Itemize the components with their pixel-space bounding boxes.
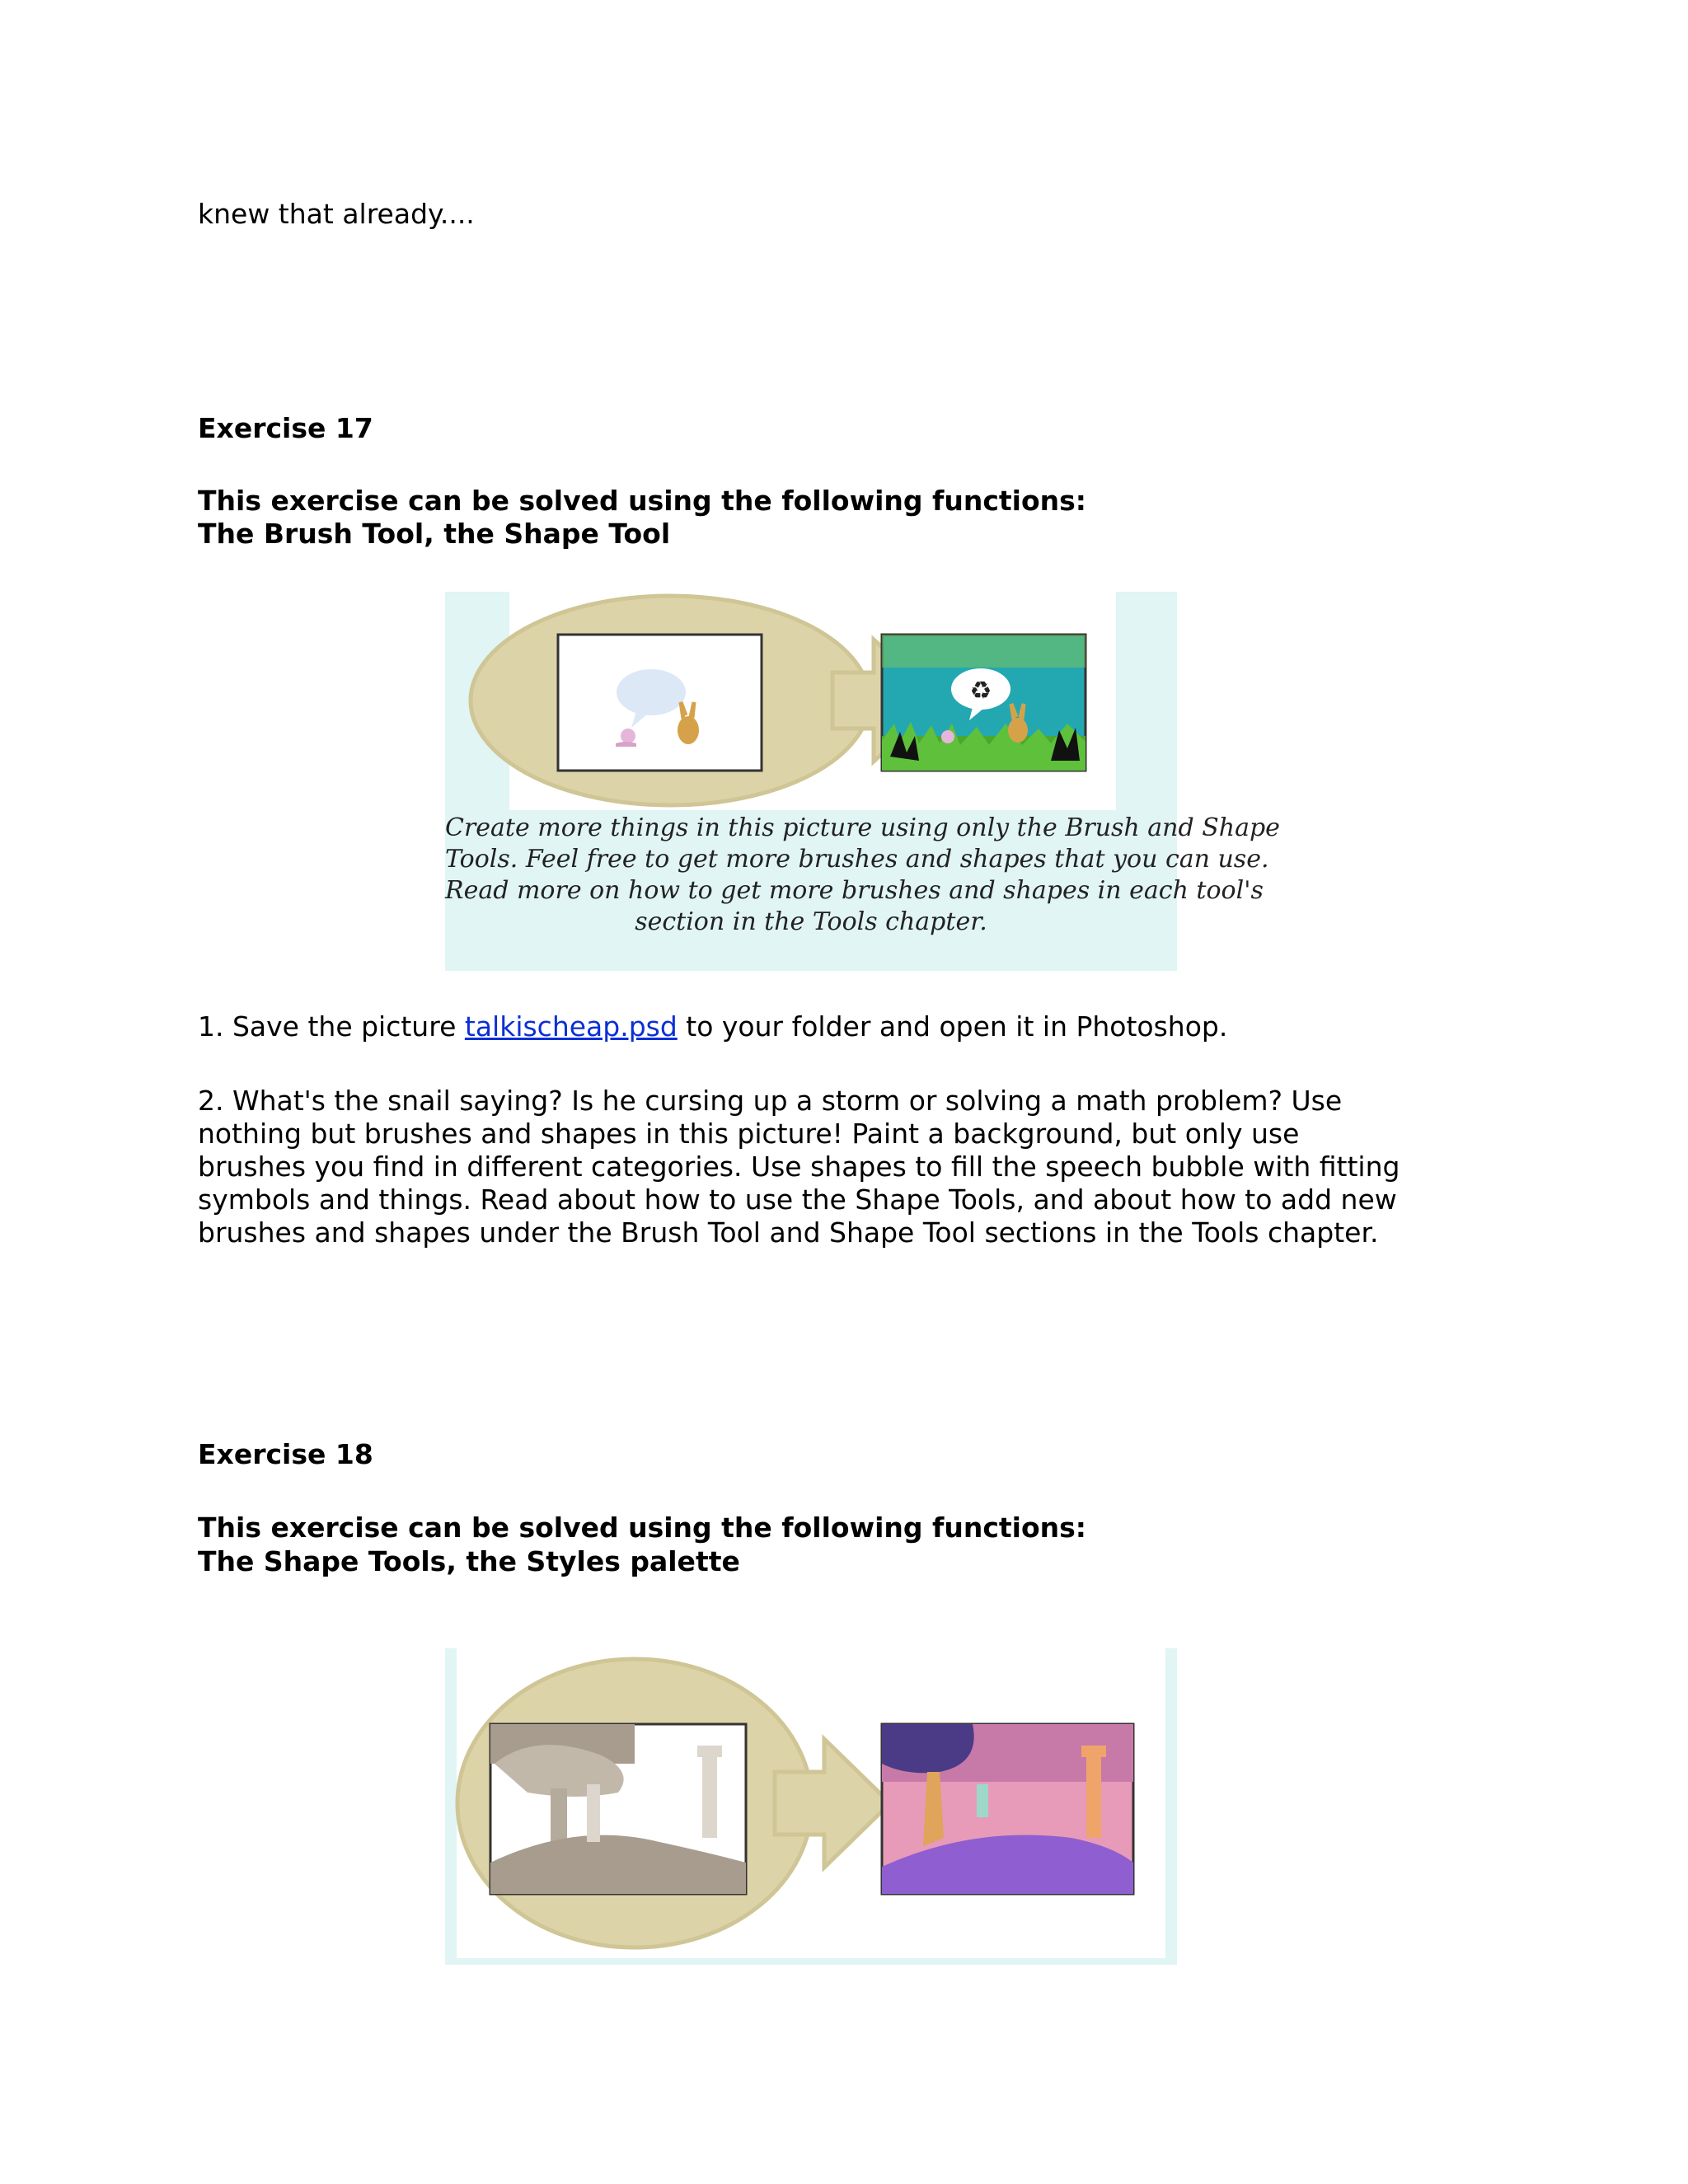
exercise-17-functions-line2: The Brush Tool, the Shape Tool	[198, 518, 671, 550]
exercise-18-illustration	[445, 1648, 1177, 1965]
caption-line: section in the Tools chapter.	[635, 907, 987, 936]
talkischeap-link[interactable]: talkischeap.psd	[464, 1010, 678, 1043]
step-2-line: brushes you find in different categories. Use shapes to fill the speech bubble with fitting	[198, 1151, 1400, 1183]
intro-text: knew that already....	[198, 198, 475, 230]
step-2-line: nothing but brushes and shapes in this picture! Paint a background, but only use	[198, 1118, 1300, 1150]
exercise-17-functions-line1: This exercise can be solved using the following functions:	[198, 485, 1086, 517]
exercise-17-step-2	[198, 1085, 1400, 1249]
step-1-text-before: 1. Save the picture	[198, 1010, 465, 1043]
exercise-18-functions-line2: The Shape Tools, the Styles palette	[198, 1545, 740, 1577]
step-2-line: 2. What's the snail saying? Is he cursing up a storm or solving a math problem? Use	[198, 1085, 1343, 1117]
step-2-line: symbols and things. Read about how to use the Shape Tools, and about how to add new	[198, 1183, 1397, 1216]
exercise-18-heading: Exercise 18	[198, 1438, 373, 1470]
caption-line: Create more things in this picture using only the Brush and Shape	[445, 813, 1280, 842]
recycle-icon: ♻	[969, 677, 992, 705]
exercise-17-caption	[445, 813, 1280, 938]
step-1-text-after: to your folder and open it in Photoshop.	[677, 1010, 1228, 1043]
caption-line: Read more on how to get more brushes and shapes in each tool's	[445, 876, 1264, 905]
exercise-17-step-1	[198, 1010, 1227, 1043]
exercise-17-illustration	[445, 592, 1177, 810]
step-2-line: brushes and shapes under the Brush Tool and Shape Tool sections in the Tools chapter.	[198, 1216, 1379, 1249]
exercise-17-figure	[445, 592, 1280, 971]
exercise-17-heading: Exercise 17	[198, 412, 373, 444]
exercise-18-functions-line1: This exercise can be solved using the following functions:	[198, 1511, 1086, 1544]
exercise-18-figure	[445, 1648, 1177, 1965]
caption-line: Tools. Feel free to get more brushes and shapes that you can use.	[445, 845, 1269, 874]
